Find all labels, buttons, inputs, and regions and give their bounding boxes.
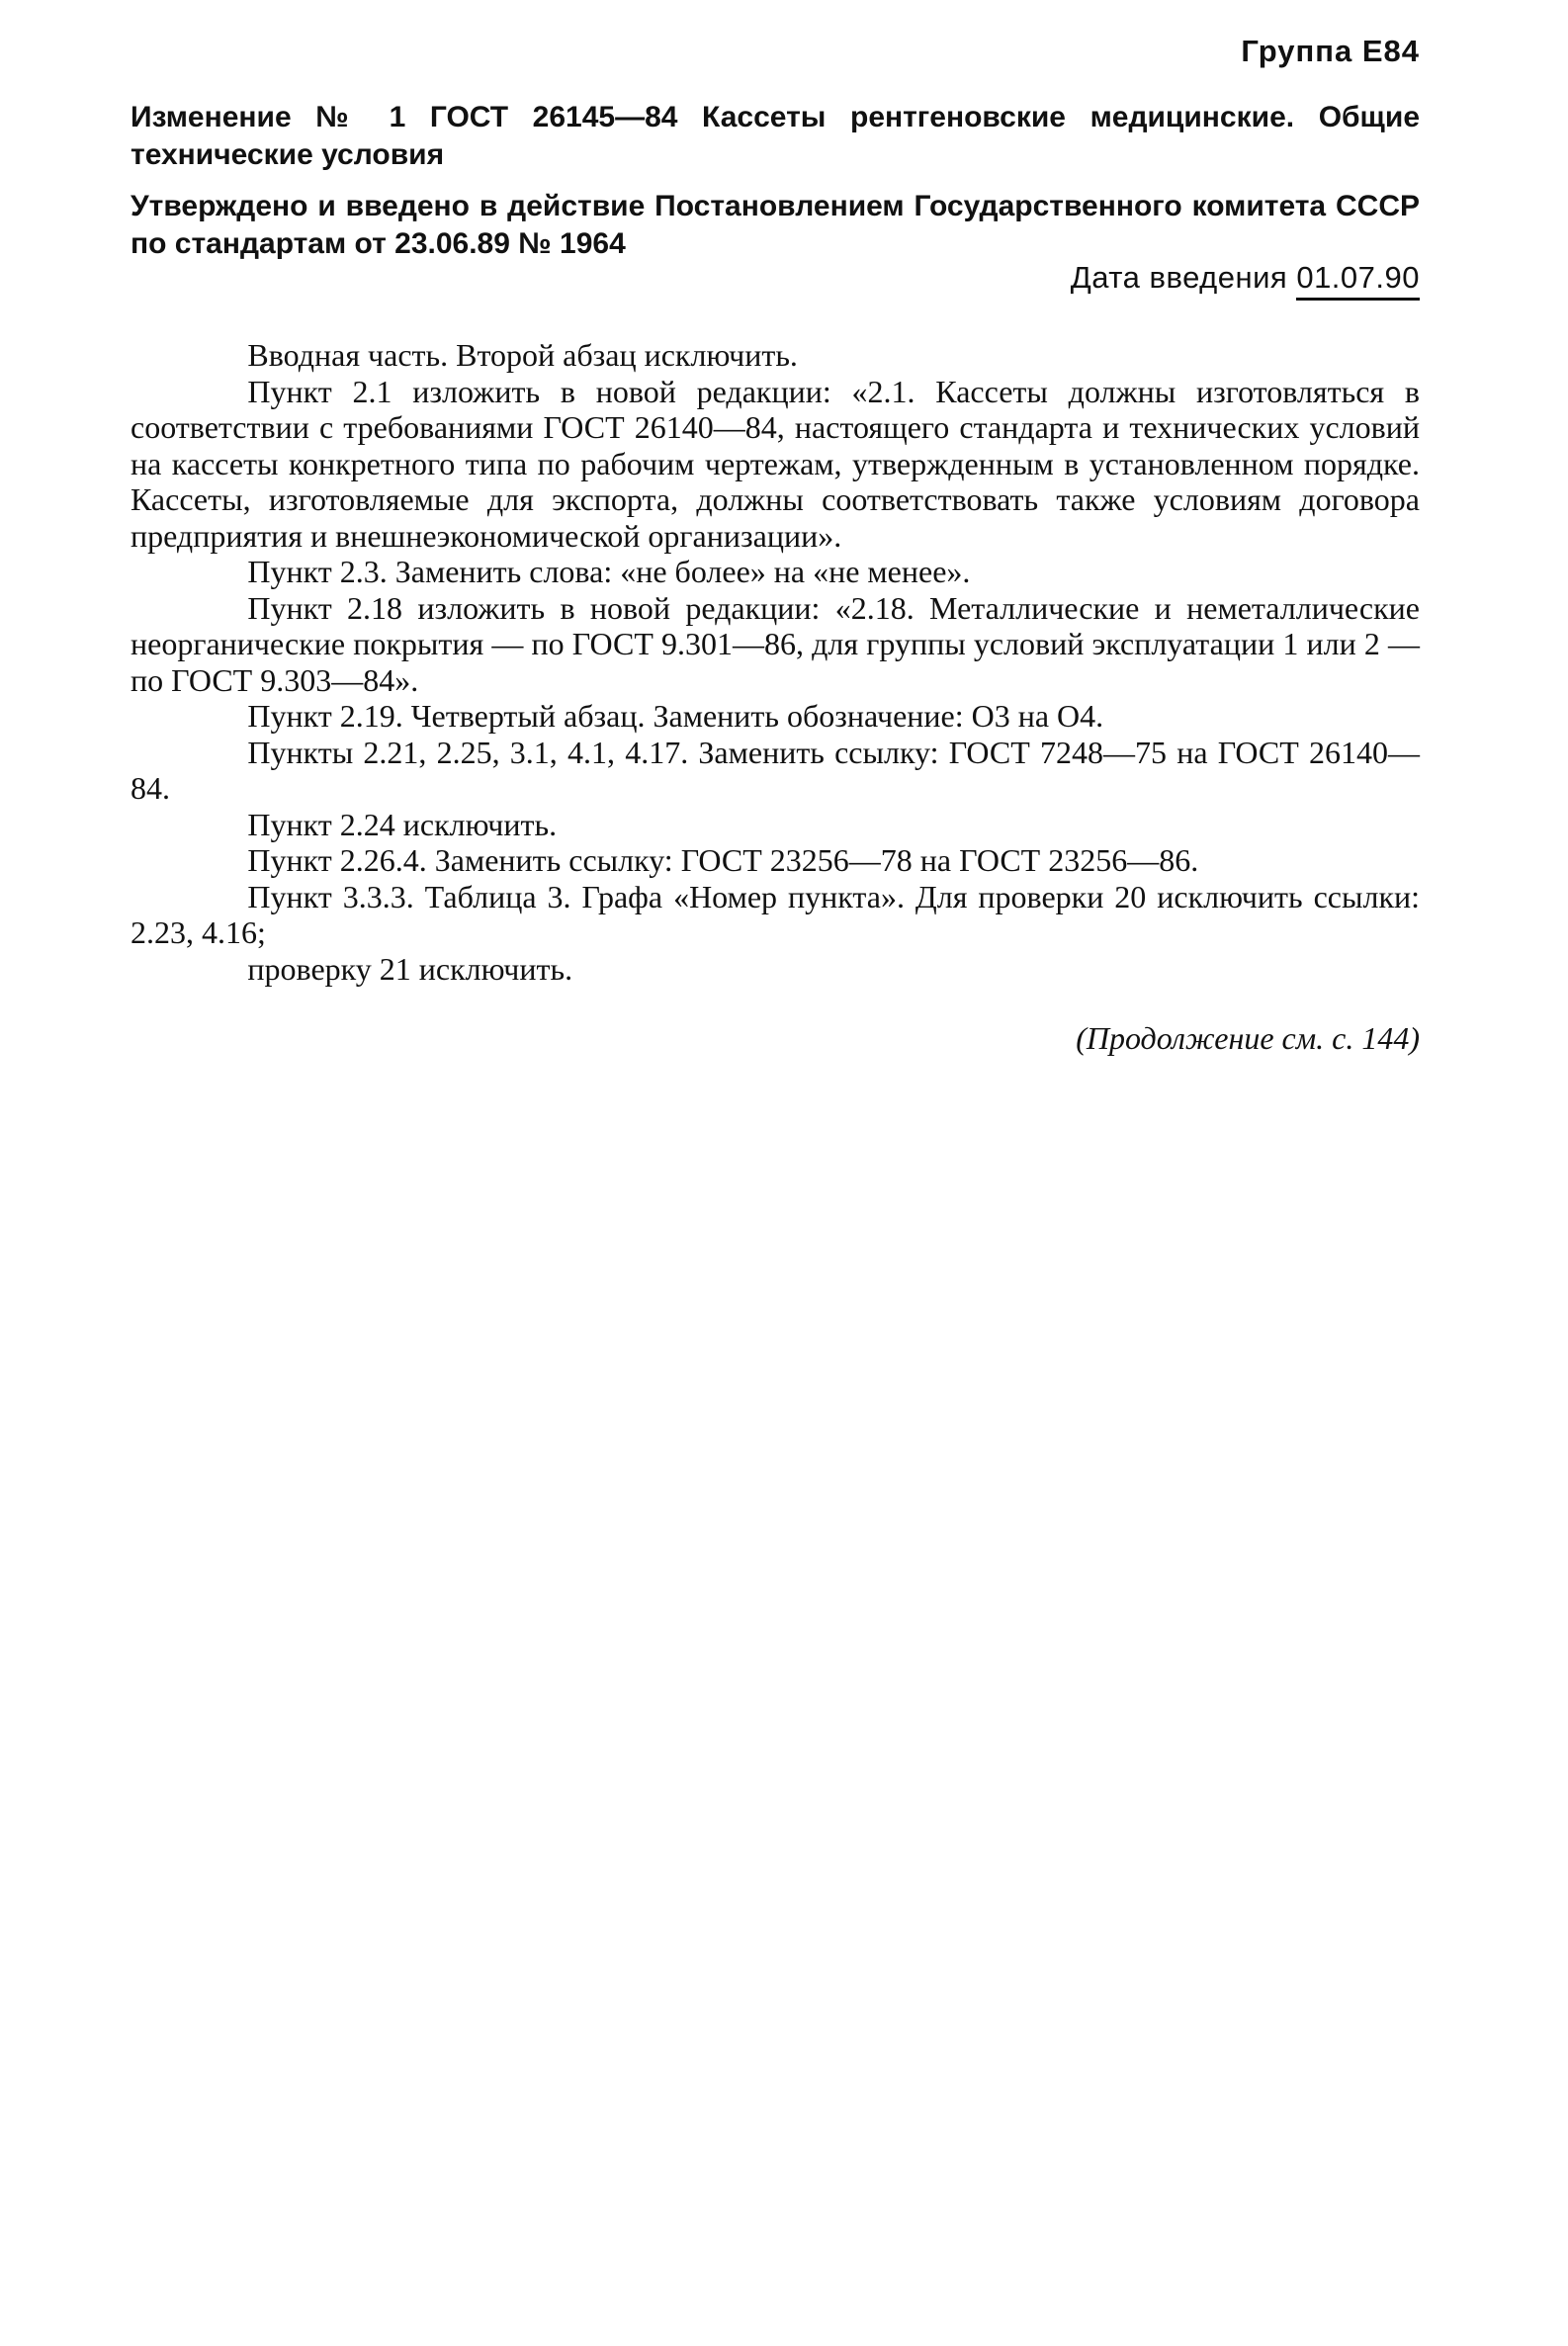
- paragraph: Вводная часть. Второй абзац исключить.: [247, 337, 798, 373]
- paragraph: Пункт 3.3.3. Таблица 3. Графа «Номер пункта». Для проверки 20 исключить ссылки: 2.23, 4.16;: [131, 878, 1420, 950]
- approval-statement: Утверждено и введено в действие Постановлением Государственного комитета СССР по стандартам от 23.06.89 № 1964: [131, 190, 1420, 260]
- paragraph: Пункт 2.19. Четвертый абзац. Заменить обозначение: О3 на О4.: [247, 698, 1104, 734]
- amendment-body: [131, 337, 1420, 987]
- paragraph: Пункт 2.1 изложить в новой редакции: «2.1. Кассеты должны изготовляться в соответствии с требованиями ГОСТ 26140—84, настоящего стандарта и технических условий на кассеты конкретного типа по рабочим чертежам, утвержденным в установленном порядке. Кассеты, изготовляемые для экспорта, должны соответствовать также условиям договора предприятия и внешнеэкономической организации».: [131, 373, 1420, 554]
- paragraph: Пункт 2.26.4. Заменить ссылку: ГОСТ 23256—78 на ГОСТ 23256—86.: [247, 842, 1199, 878]
- date-value: 01.07.90: [1296, 260, 1420, 301]
- effective-date: [1071, 260, 1420, 301]
- paragraph: Пункт 2.18 изложить в новой редакции: «2.18. Металлические и неметаллические неорганические покрытия — по ГОСТ 9.301—86, для группы условий эксплуатации 1 или 2 — по ГОСТ 9.303—84».: [131, 589, 1420, 698]
- continuation-note: (Продолжение см. с. 144): [1076, 1020, 1420, 1056]
- group-label: Группа Е84: [1241, 34, 1420, 68]
- date-label: Дата введения: [1070, 260, 1288, 295]
- paragraph: проверку 21 исключить.: [247, 950, 573, 987]
- paragraph: Пункт 2.3. Заменить слова: «не более» на «не менее».: [247, 554, 971, 589]
- paragraph: Пункт 2.24 исключить.: [247, 806, 558, 842]
- change-title: Изменение № 1 ГОСТ 26145—84 Кассеты рентгеновские медицинские. Общие технические условия: [131, 101, 1420, 171]
- paragraph: Пункты 2.21, 2.25, 3.1, 4.1, 4.17. Заменить ссылку: ГОСТ 7248—75 на ГОСТ 26140—84.: [131, 734, 1420, 806]
